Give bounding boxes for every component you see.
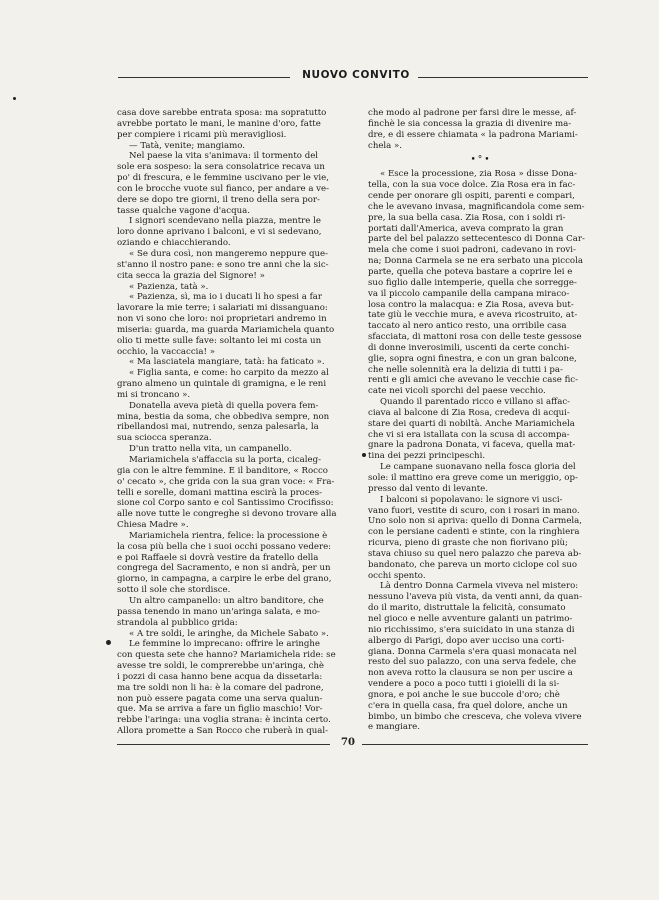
text-line: Mariamichela rientra, felice: la processione è	[129, 530, 328, 541]
text-line: parte, quella che poteva bastare a coprire lei e	[368, 266, 573, 277]
header-rule-right	[418, 77, 588, 78]
text-line: gnare la padrona Donata, vi faceva, quella mat-	[368, 440, 576, 451]
text-line: Là dentro Donna Carmela viveva nel mistero:	[380, 581, 579, 592]
text-line: sole era sospeso: la sera consolatrice recava un	[117, 162, 325, 173]
text-line: « Figlia santa, e come: ho carpito da mezzo al	[129, 368, 329, 379]
text-line: con le brocche vuote sul fianco, per andare a ve-	[117, 183, 330, 194]
text-line: st'anno il nostro pane: e sono tre anni che la sic-	[117, 259, 329, 270]
ink-speck	[13, 97, 16, 100]
text-line: mela che come i suoi padroni, cadevano in rovi-	[368, 245, 576, 256]
text-line: bimbo, un bimbo che cresceva, che voleva vivere	[368, 711, 582, 722]
text-line: Allora promette a San Rocco che ruberà in qual-	[117, 726, 329, 737]
text-line: nio ricchissimo, s'era suicidato in una stanza di	[368, 624, 575, 635]
text-line: vendere a poco a poco tutti i gioielli di la si-	[368, 679, 560, 690]
text-line: vano fuori, vestite di scuro, con i rosari in mano.	[368, 505, 580, 516]
text-line: alle nove tutte le congreghe si devono trovare alla	[117, 509, 337, 520]
text-line: dre, e di essere chiamata « la padrona Mariami-	[368, 129, 578, 140]
text-line: dere se dopo tre giorni, il treno della sera por-	[117, 194, 320, 205]
text-line: « Se dura così, non mangeremo neppure que-	[129, 248, 329, 259]
text-line: non aveva rotto la clausura se non per uscire a	[368, 668, 573, 679]
text-line: tate giù le vecchie mura, e aveva ricostruito, at-	[368, 310, 578, 321]
text-line: stare dei quarti di nobiltà. Anche Mariamichela	[368, 418, 575, 429]
text-line: rebbe l'aringa: una voglia strana: è incinta certo.	[117, 715, 331, 726]
text-line: c'era in quella casa, fra quel dolore, anche un	[368, 700, 568, 711]
text-line: strandola al pubblico grida:	[117, 617, 238, 628]
header-rule-left	[118, 77, 290, 78]
text-line: con le persiane cadenti e stinte, con la ringhiera	[368, 527, 580, 538]
text-line: o' cecato », che grida con la sua gran voce: « Fra-	[117, 476, 335, 487]
text-line: nessuno l'aveva più vista, da venti anni, da quan-	[368, 592, 582, 603]
text-line: Quando il parentado ricco e villano si affac-	[380, 397, 571, 408]
text-line: Mariamichela s'affaccia su la porta, cicaleg-	[129, 455, 322, 465]
text-line: oziando e chiacchierando.	[117, 238, 231, 249]
text-line: non vi sono che loro: noi proprietari andremo in	[117, 314, 327, 325]
running-header-title: NUOVO CONVITO	[302, 69, 410, 81]
text-line: cita secca la grazia del Signore! »	[117, 270, 265, 281]
text-line: losa contro la malacqua: e Zia Rosa, aveva but-	[368, 299, 574, 310]
text-line: pre, la sua bella casa. Zia Rosa, con i soldi ri-	[368, 212, 566, 223]
text-line: na; Donna Carmela se ne era serbato una piccola	[368, 256, 583, 267]
text-line: che le avevano invasa, magnificandola come sem-	[368, 201, 585, 212]
text-line: mi si troncano ».	[117, 389, 191, 400]
text-line: albergo di Parigi, dopo aver ucciso una corti-	[368, 635, 565, 646]
text-line: chela ».	[368, 140, 403, 151]
text-line: congrega del Sacramento, e non si andrà, per un	[117, 563, 331, 574]
text-line: sfacciata, di mattoni rosa con delle teste gessose	[368, 332, 582, 343]
text-line: — Tatà, venite; mangiamo.	[129, 140, 246, 151]
footer-rule-left	[117, 744, 330, 745]
section-separator-ornament: •°•	[470, 155, 492, 166]
text-line: stava chiuso su quel nero palazzo che pareva ab-	[368, 548, 582, 559]
text-line: gia con le altre femmine. È il banditore, « Rocco	[117, 465, 328, 476]
ink-speck	[362, 453, 366, 457]
text-line: cende per onorare gli ospiti, parenti e compari,	[368, 191, 575, 202]
text-line: D'un tratto nella vita, un campanello.	[129, 444, 292, 455]
text-line: loro donne aprivano i balconi, e vi si sedevano,	[117, 227, 322, 238]
text-line: Le campane suonavano nella fosca gloria del	[380, 462, 576, 473]
text-column-right	[368, 108, 594, 733]
text-line: suo figlio dalle intemperie, quella che sorregge-	[368, 277, 577, 288]
text-line: Le femmine lo imprecano: offrire le aringhe	[129, 639, 320, 650]
text-line: sole: il mattino era greve come un meriggio, op-	[368, 473, 578, 483]
text-line: la cosa più bella che i suoi occhi possano vedere:	[117, 541, 332, 552]
text-line: che modo al padrone per farsi dire le messe, af-	[368, 108, 577, 118]
text-line: I signori scendevano nella piazza, mentre le	[129, 216, 321, 227]
footer-rule-right	[362, 744, 588, 745]
text-line: parte del bel palazzo settecentesco di Donna Car-	[368, 234, 585, 245]
text-line: olio ti mette sulle fave: soltanto lei mi costa un	[117, 335, 322, 346]
text-line: e poi Raffaele si dovrà vestire da fratello della	[117, 552, 319, 563]
text-line: bandonato, che pareva un morto ciclope col suo	[368, 559, 578, 570]
text-line: ma tre soldi non li ha: è la comare del padrone,	[117, 682, 324, 693]
text-line: mina, bestia da soma, che obbediva sempre, non	[117, 411, 330, 422]
text-line: resto del suo palazzo, con una serva fedele, che	[368, 657, 577, 668]
text-line: occhio, la vaccaccia! »	[117, 346, 215, 357]
text-line: cate nei vicoli sporchi del paese vecchio.	[368, 386, 546, 397]
text-line: « Ma lasciatela mangiare, tatà: ha faticato ».	[129, 357, 325, 368]
ink-speck	[106, 640, 111, 645]
text-line: per compiere i ricami più meravigliosi.	[117, 129, 287, 140]
text-line: portati dall'America, aveva comprato la gran	[368, 223, 564, 234]
text-line: passa tenendo in mano un'aringa salata, e mo-	[117, 606, 320, 617]
text-line: ribellandosi mai, nutrendo, senza palesarla, la	[117, 422, 319, 433]
text-line: tasse qualche vagone d'acqua.	[117, 205, 250, 216]
text-line: « Pazienza, sì, ma io i ducati li ho spesi a far	[129, 292, 323, 303]
text-line: taccato al nero antico resto, una orribile casa	[368, 321, 567, 332]
text-line: sotto il sole che stordisce.	[117, 585, 231, 596]
text-line: tina dei pezzi principeschi.	[368, 451, 486, 462]
text-line: do il marito, distruttale la felicità, consumato	[368, 603, 566, 614]
text-line: telli e sorelle, domani mattina escirà la proces-	[117, 487, 323, 498]
text-line: sua sciocca speranza.	[117, 433, 212, 444]
text-line: finchè le sia concessa la grazia di divenire ma-	[368, 118, 572, 129]
text-line: Nel paese la vita s'animava: il tormento del	[129, 151, 319, 162]
text-line: i pozzi di casa hanno bene acqua da dissetarla:	[117, 671, 323, 682]
text-line: e mangiare.	[368, 722, 420, 733]
text-line: avesse tre soldi, le comprerebbe un'aringa, chè	[117, 661, 325, 672]
text-line: po' di frescura, e le femmine uscivano per le vie,	[117, 173, 329, 184]
text-line: « Esce la processione, zia Rosa » disse Dona-	[380, 169, 577, 180]
right-column-top-block	[368, 108, 594, 151]
text-column-left	[117, 108, 343, 737]
text-line: ricurva, pieno di graste che non fiorivano più;	[368, 538, 568, 549]
text-line: va il piccolo campanile della campana miraco-	[368, 288, 570, 299]
text-line: sione col Corpo santo e col Santissimo Crocifisso:	[117, 498, 334, 509]
text-line: che nelle solennità era la delizia di tutti i pa-	[368, 364, 563, 375]
text-line: glie, sopra ogni finestra, e con un gran balcone,	[368, 353, 577, 364]
text-line: Uno solo non si apriva: quello di Donna Carmela,	[368, 516, 583, 527]
text-line: giana. Donna Carmela s'era quasi monacata nel	[368, 646, 577, 657]
text-line: renti e gli amici che avevano le vecchie case fic-	[368, 375, 579, 386]
text-line: que. Ma se arriva a fare un figlio maschio! Vor-	[117, 704, 323, 715]
text-line: ciava al balcone di Zia Rosa, credeva di acqui-	[368, 407, 570, 418]
text-line: nel gioco e nelle avventure galanti un patrimo-	[368, 613, 573, 624]
text-line: con questa sete che hanno? Mariamichela ride: se	[117, 650, 336, 661]
text-line: casa dove sarebbe entrata sposa: ma sopratutto	[117, 108, 327, 118]
text-line: lavorare la mie terre; i salariati mi dissanguano:	[117, 303, 328, 314]
text-line: I balconi si popolavano: le signore vi usci-	[380, 494, 563, 505]
right-column-bottom-block	[368, 169, 594, 733]
text-line: Donatella aveva pietà di quella povera fem-	[129, 400, 319, 411]
text-line: giorno, in campagna, a carpire le erbe del grano,	[117, 574, 332, 585]
text-line: « Pazienza, tatà ».	[129, 281, 209, 292]
text-line: tella, con la sua voce dolce. Zia Rosa era in fac-	[368, 180, 576, 191]
text-line: avrebbe portato le mani, le manine d'oro, fatte	[117, 118, 321, 129]
text-line: gnora, e poi anche le sue buccole d'oro; chè	[368, 689, 560, 700]
text-line: Chiesa Madre ».	[117, 520, 189, 531]
text-line: Un altro campanello: un altro banditore, che	[129, 595, 324, 606]
text-line: non può essere pagata come una serva qualun-	[117, 693, 323, 704]
text-line: miseria: guarda, ma guarda Mariamichela quanto	[117, 324, 335, 335]
text-line: grano almeno un quintale di gramigna, e le reni	[117, 379, 327, 390]
text-line: di donne inverosimili, uscenti da certe conchi-	[368, 342, 570, 353]
page-number: 70	[341, 737, 355, 748]
text-line: che vi si era istallata con la scusa di accompa-	[368, 429, 570, 440]
text-line: presso dal vento di levante.	[368, 483, 488, 494]
text-line: occhi spento.	[368, 570, 426, 581]
text-line: « A tre soldi, le aringhe, da Michele Sabato ».	[129, 628, 329, 639]
